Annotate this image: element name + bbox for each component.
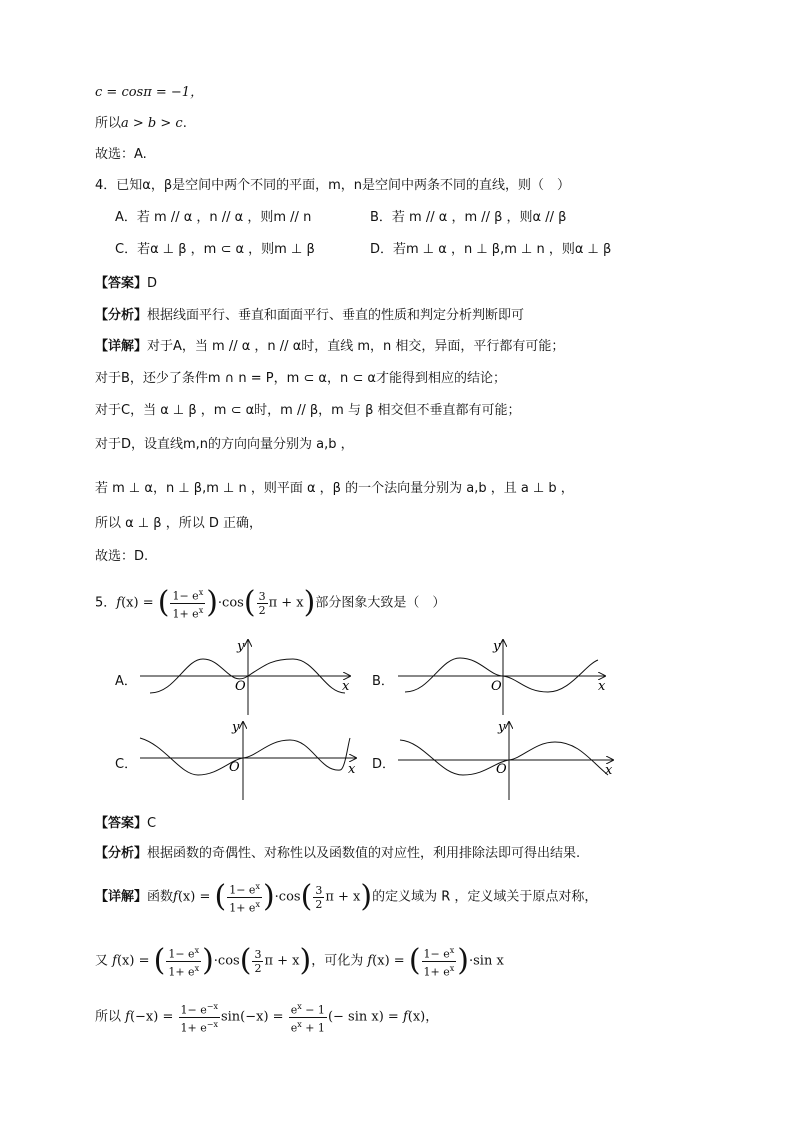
d5-pl: ( bbox=[214, 879, 227, 915]
d5-den: $1+ e^x$ bbox=[229, 899, 260, 915]
line-choice-3: 故选：A. bbox=[95, 147, 147, 162]
d5-den2: 2 bbox=[315, 897, 323, 911]
d5d-prefix: 所以 bbox=[95, 1009, 122, 1025]
d5c-den: $1+ e^x$ bbox=[168, 963, 200, 979]
d5c-pl: ( bbox=[153, 943, 166, 979]
d5d-f2: f bbox=[402, 1009, 408, 1025]
q5-paren-right2: ) bbox=[303, 585, 316, 621]
d5c-num2: 3 bbox=[254, 947, 262, 961]
d5c-eq2: (x) = bbox=[372, 953, 409, 969]
d5c-frac3 bbox=[422, 944, 457, 978]
graph-a-y-label: y bbox=[237, 639, 245, 654]
analysis5-tag: 【分析】 bbox=[95, 846, 148, 861]
d5c-frac bbox=[166, 944, 201, 978]
answer5-value: C bbox=[147, 816, 157, 831]
graph-c-curve bbox=[140, 738, 350, 775]
graph-b bbox=[398, 639, 606, 715]
d5-num: $1- e^x$ bbox=[229, 882, 260, 897]
answer5-tag: 【答案】 bbox=[95, 816, 148, 831]
graph-c-label: C． bbox=[115, 757, 138, 772]
graph-c-y-label: y bbox=[232, 720, 240, 735]
d5c-eq: (x) = bbox=[116, 953, 154, 969]
d5c-prefix: 又 bbox=[95, 953, 109, 969]
graph-d-origin: O bbox=[496, 762, 507, 777]
q5-detail-c bbox=[95, 944, 504, 979]
d5c-mid: ，可化为 bbox=[311, 953, 364, 969]
graph-a bbox=[140, 639, 350, 715]
d5d-frac bbox=[179, 1000, 220, 1034]
q5-paren-left2: ( bbox=[243, 585, 256, 621]
question-4: 4．已知α，β是空间中两个不同的平面，m，n是空间中两条不同的直线，则（ ） bbox=[95, 178, 571, 193]
d5d-num: $1- e^{-x}$ bbox=[180, 1002, 218, 1017]
q5-frac2-den: 2 bbox=[258, 603, 266, 617]
q4-detail-e: 若 m ⊥ α，n ⊥ β,m ⊥ n ，则平面 α ，β 的一个法向量分别为 a,b ，且 a ⊥ b ， bbox=[95, 481, 574, 496]
graph-b-y-label: y bbox=[493, 639, 501, 654]
q4-detail-c: 对于C，当 α ⊥ β ，m ⊂ α时，m // β，m 与 β 相交但不垂直都有可能； bbox=[95, 403, 521, 418]
q4-option-a: A．若 m // α ，n // α ，则m // n bbox=[115, 210, 312, 225]
q5-answer bbox=[95, 815, 156, 833]
d5-frac bbox=[227, 880, 262, 914]
d5c-pl2: ( bbox=[239, 943, 252, 979]
q5-paren-left: ( bbox=[157, 585, 170, 621]
line-c-value: c = cosπ = −1， bbox=[95, 85, 204, 100]
d5c-pr: ) bbox=[202, 943, 214, 979]
q5-cos: ·cos bbox=[217, 595, 244, 611]
conclusion-period: . bbox=[182, 116, 187, 131]
d5c-sin: ·sin x bbox=[469, 953, 504, 969]
conclusion-inequality: a > b > c bbox=[121, 116, 183, 131]
detail-text: 对于A，当 m // α ，n // α时，直线 m，n 相交，异面，平行都有可能； bbox=[147, 339, 565, 354]
q5-paren-right: ) bbox=[206, 585, 218, 621]
d5-frac2 bbox=[313, 884, 324, 911]
graph-c-origin: O bbox=[229, 760, 240, 775]
detail-tag: 【详解】 bbox=[95, 339, 148, 354]
analysis-text: 根据线面平行、垂直和面面平行、垂直的性质和判定分析判断即可 bbox=[147, 308, 525, 323]
d5c-cos: ·cos bbox=[213, 953, 240, 969]
d5d-den: $1+ e^{-x}$ bbox=[180, 1019, 218, 1035]
q5-tail: 部分图象大致是（ ） bbox=[315, 595, 446, 611]
q5-formula-paren: (x) = bbox=[121, 595, 158, 611]
graph-c bbox=[140, 720, 356, 800]
d5c-fx2: f bbox=[363, 953, 373, 969]
d5d-num2: $e^x - 1$ bbox=[290, 1002, 325, 1017]
d5-pl2: ( bbox=[300, 879, 313, 915]
graph-b-label: B． bbox=[372, 674, 394, 689]
detail5-prefix: 函数 bbox=[147, 889, 174, 905]
graph-a-origin: O bbox=[235, 679, 246, 694]
q5-formula-fx: f bbox=[116, 595, 122, 611]
answer-value: D bbox=[147, 276, 158, 291]
q4-detail-g: 故选：D. bbox=[95, 549, 149, 564]
detail5-tag: 【详解】 bbox=[95, 889, 148, 905]
graph-b-origin: O bbox=[491, 679, 502, 694]
graph-b-x-label: x bbox=[598, 679, 606, 694]
d5c-num3: $1- e^x$ bbox=[423, 946, 455, 961]
q5-detail-d bbox=[95, 1000, 438, 1035]
d5-num2: 3 bbox=[315, 883, 323, 897]
d5d-den2: $e^x + 1$ bbox=[290, 1019, 325, 1035]
d5-pix: π + x bbox=[325, 889, 361, 905]
d5-pr: ) bbox=[262, 879, 275, 915]
d5-pr2: ) bbox=[360, 879, 373, 915]
d5d-frac2 bbox=[289, 1000, 327, 1034]
graph-d-label: D． bbox=[372, 757, 396, 772]
d5d-f: f bbox=[121, 1009, 130, 1025]
q4-detail-b: 对于B，还少了条件m ∩ n = P，m ⊂ α，n ⊂ α才能得到相应的结论； bbox=[95, 371, 506, 386]
q4-option-d: D．若m ⊥ α ，n ⊥ β,m ⊥ n ，则α ⊥ β bbox=[370, 242, 612, 257]
answer-tag: 【答案】 bbox=[95, 276, 148, 291]
q4-detail-f: 所以 α ⊥ β ，所以 D 正确， bbox=[95, 516, 262, 531]
d5-cos: ·cos bbox=[274, 889, 301, 905]
d5d-sin: sin(−x) = bbox=[220, 1009, 288, 1025]
q5-analysis bbox=[95, 845, 580, 863]
graph-a-label: A． bbox=[115, 674, 137, 689]
q5-number: 5． bbox=[95, 595, 117, 611]
d5c-pr2: ) bbox=[299, 943, 312, 979]
graph-a-x-label: x bbox=[342, 679, 350, 694]
q4-option-c: C．若α ⊥ β ，m ⊂ α ，则m ⊥ β bbox=[115, 242, 315, 257]
d5c-num: $1- e^x$ bbox=[168, 946, 200, 961]
detail5-suffix: 的定义域为 R ，定义域关于原点对称， bbox=[372, 889, 598, 905]
d5-fx: f bbox=[173, 889, 178, 905]
d5c-pl3: ( bbox=[408, 943, 421, 979]
q4-detail-d: 对于D，设直线m,n的方向向量分别为 a,b ， bbox=[95, 437, 354, 452]
q5-pi-x: π + x bbox=[268, 595, 304, 611]
d5d-end: (x)， bbox=[407, 1009, 439, 1025]
d5c-den2: 2 bbox=[254, 961, 262, 975]
q5-detail bbox=[95, 880, 597, 915]
analysis-tag: 【分析】 bbox=[95, 308, 148, 323]
d5d-eq: (−x) = bbox=[129, 1009, 178, 1025]
d5c-frac2 bbox=[252, 948, 263, 975]
d5c-pr3: ) bbox=[457, 943, 469, 979]
q5-frac2-num: 3 bbox=[258, 589, 266, 603]
conclusion-prefix: 所以 bbox=[95, 116, 122, 131]
d5d-tail: (− sin x) = bbox=[327, 1009, 403, 1025]
graph-d bbox=[398, 720, 613, 800]
d5c-pix: π + x bbox=[264, 953, 300, 969]
analysis5-text: 根据函数的奇偶性、对称性以及函数值的对应性，利用排除法即可得出结果. bbox=[147, 846, 581, 861]
q4-option-b: B．若 m // α ，m // β ，则α // β bbox=[370, 210, 567, 225]
graph-d-x-label: x bbox=[605, 763, 613, 778]
graph-c-x-label: x bbox=[348, 762, 356, 777]
q5-frac-num: $1- e^x$ bbox=[172, 588, 204, 603]
d5c-fx: f bbox=[108, 953, 117, 969]
graph-d-y-label: y bbox=[498, 720, 506, 735]
d5-eq: (x) = bbox=[177, 889, 215, 905]
q5-frac-den: $1+ e^x$ bbox=[172, 605, 204, 621]
d5c-den3: $1+ e^x$ bbox=[423, 963, 455, 979]
